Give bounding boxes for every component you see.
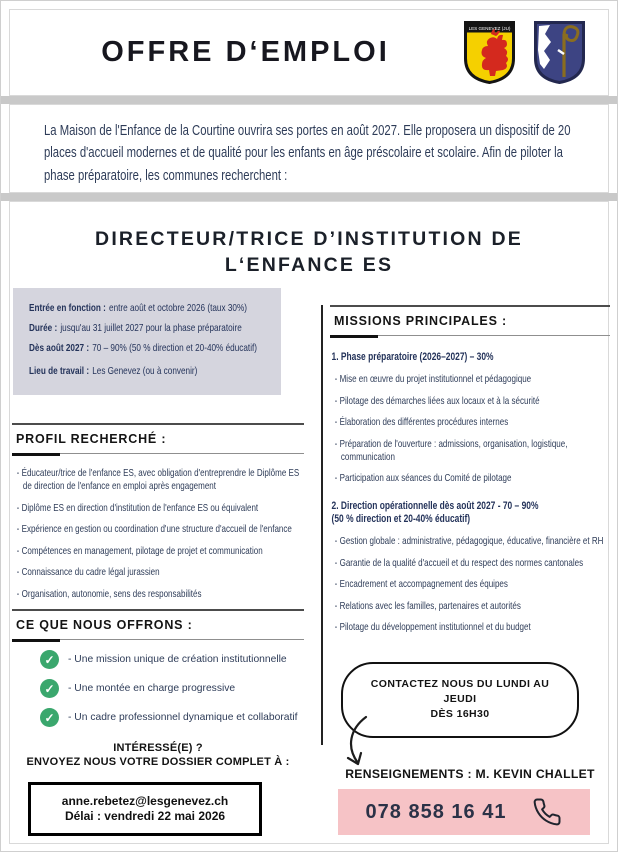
bullet-item: - Pilotage des démarches liées aux locaux et à la sécurité — [335, 395, 610, 408]
les-genevez-crest-icon — [463, 20, 516, 85]
phone-icon — [532, 797, 562, 827]
missions-section1-title: 1. Phase préparatoire (2026–2027) – 30% — [331, 351, 494, 363]
missions-section2-list — [330, 535, 610, 634]
application-email: anne.rebetez@lesgenevez.ch — [61, 794, 229, 808]
left-column — [12, 288, 304, 848]
info-row: Lieu de travail : Les Genevez (ou à convenir) — [29, 365, 198, 377]
divider-strip — [1, 96, 617, 104]
renseignements-line: RENSEIGNEMENTS : M. KEVIN CHALLET — [345, 767, 595, 781]
intro-section — [9, 104, 609, 193]
check-icon — [40, 708, 59, 727]
profil-list — [12, 467, 304, 601]
missions-section2-title: 2. Direction opérationnelle dès août 2027 - 70 – 90% — [331, 500, 539, 512]
svg-text:LES GENEVEZ (JU): LES GENEVEZ (JU) — [468, 26, 511, 31]
offers-heading: CE QUE NOUS OFFRONS : — [12, 609, 304, 640]
bullet-item: - Mise en œuvre du projet institutionnel et pédagogique — [335, 373, 610, 386]
offer-item: ✓ - Une montée en charge progressive — [40, 679, 304, 698]
info-row: Entrée en fonction : entre août et octobre 2026 (taux 30%) — [29, 302, 247, 314]
info-row: Durée : jusqu'au 31 juillet 2027 pour la phase préparatoire — [29, 322, 242, 334]
apply-call-to-action: INTÉRESSÉ(E) ? ENVOYEZ NOUS VOTRE DOSSIER COMPLET À : — [26, 742, 290, 769]
missions-section1-list — [330, 373, 610, 485]
check-icon — [40, 679, 59, 698]
profil-heading: PROFIL RECHERCHÉ : — [12, 423, 304, 454]
curved-arrow-icon — [344, 715, 384, 771]
bullet-item: - Connaissance du cadre légal jurassien — [17, 566, 304, 579]
divider-strip — [1, 193, 617, 201]
bullet-item: - Expérience en gestion ou coordination d'une structure d'accueil de l'enfance — [17, 523, 304, 536]
missions-heading: MISSIONS PRINCIPALES : — [330, 305, 610, 336]
bullet-item: - Éducateur/trice de l'enfance ES, avec obligation d'entreprendre le Diplôme ES de direction de l'enfance en emploi après engagement — [17, 467, 304, 493]
main-section — [9, 201, 609, 844]
application-address-box — [28, 782, 262, 836]
bullet-item: - Pilotage du développement institutionnel et du budget — [335, 621, 610, 634]
key-facts-box — [13, 288, 281, 395]
bullet-item: - Compétences en management, pilotage de projet et communication — [17, 545, 304, 558]
check-icon — [40, 650, 59, 669]
offer-item: ✓ - Une mission unique de création institutionnelle — [40, 650, 304, 669]
bullet-item: - Élaboration des différentes procédures internes — [335, 416, 610, 429]
bullet-item: - Gestion globale : administrative, pédagogique, éducative, financière et RH — [335, 535, 610, 548]
application-deadline: Délai : vendredi 22 mai 2026 — [64, 809, 226, 823]
intro-paragraph: La Maison de l'Enfance de la Courtine ouvrira ses portes en août 2027. Elle proposera un dispositif de 20 places d'accueil modernes et de qualité pour les enfants en âge préscolaire et scolaire. Afin de piloter la phase préparatoire, les communes recherchent : — [44, 123, 571, 184]
offer-item: ✓ - Un cadre professionnel dynamique et collaboratif — [40, 708, 304, 727]
offers-list — [12, 650, 304, 727]
bullet-item: - Diplôme ES en direction d'institution de l'enfance ES ou équivalent — [17, 502, 304, 515]
crozier-crest-icon — [533, 20, 586, 85]
bullet-item: - Encadrement et accompagnement des équipes — [335, 578, 610, 591]
column-divider — [321, 305, 323, 745]
bullet-item: - Relations avec les familles, partenaires et autorités — [335, 600, 610, 613]
bullet-item: - Participation aux séances du Comité de pilotage — [335, 472, 610, 485]
phone-box — [338, 789, 590, 835]
bullet-item: - Préparation de l'ouverture : admissions, organisation, logistique, communication — [335, 438, 610, 464]
phone-number: 078 858 16 41 — [365, 800, 507, 823]
commune-crests — [463, 20, 586, 85]
contact-hours-pill: CONTACTEZ NOUS DU LUNDI AU JEUDI DÈS 16H30 — [341, 662, 579, 738]
page-title: OFFRE D‘EMPLOI — [101, 36, 390, 68]
bullet-item: - Garantie de la qualité d'accueil et du respect des normes cantonales — [335, 557, 610, 570]
right-column — [330, 305, 610, 845]
bullet-item: - Organisation, autonomie, sens des responsabilités — [17, 588, 304, 601]
missions-section2-subtitle: (50 % direction et 20-40% éducatif) — [331, 513, 471, 525]
job-title: DIRECTEUR/TRICE D’INSTITUTION DE L‘ENFANCE ES — [95, 228, 523, 277]
header-section — [9, 9, 609, 96]
info-row: Dès août 2027 : 70 – 90% (50 % direction et 20-40% éducatif) — [29, 342, 258, 354]
